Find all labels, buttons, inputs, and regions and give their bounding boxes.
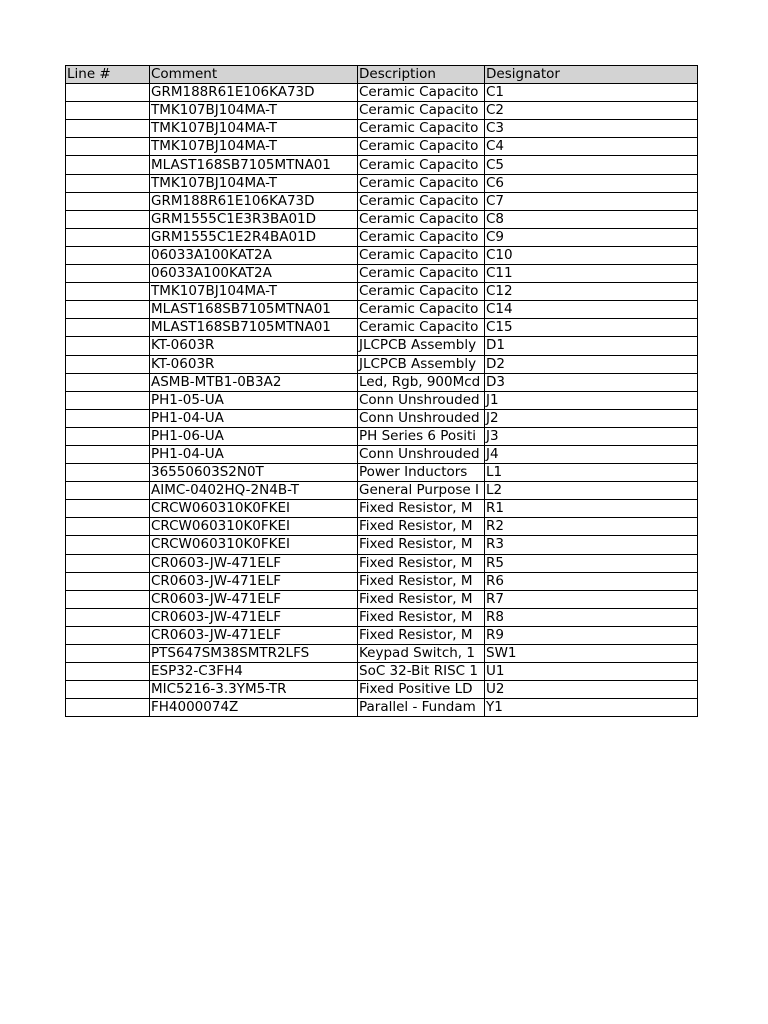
cell-line-number	[66, 102, 150, 120]
cell-designator: R9	[485, 626, 698, 644]
table-row	[66, 373, 698, 391]
cell-line-number	[66, 84, 150, 102]
cell-line-number	[66, 265, 150, 283]
table-row	[66, 590, 698, 608]
cell-description: Keypad Switch, 1	[358, 645, 485, 663]
table-row	[66, 246, 698, 264]
cell-comment: CR0603-JW-471ELF	[150, 590, 358, 608]
table-row	[66, 283, 698, 301]
table-row	[66, 536, 698, 554]
cell-comment: MLAST168SB7105MTNA01	[150, 319, 358, 337]
cell-comment: PH1-04-UA	[150, 409, 358, 427]
cell-comment: TMK107BJ104MA-T	[150, 283, 358, 301]
cell-line-number	[66, 608, 150, 626]
cell-designator: C4	[485, 138, 698, 156]
cell-comment: KT-0603R	[150, 355, 358, 373]
cell-line-number	[66, 572, 150, 590]
cell-description: Ceramic Capacito	[358, 283, 485, 301]
cell-comment: GRM1555C1E2R4BA01D	[150, 228, 358, 246]
cell-line-number	[66, 681, 150, 699]
table-row	[66, 699, 698, 717]
table-row	[66, 645, 698, 663]
cell-comment: MLAST168SB7105MTNA01	[150, 156, 358, 174]
cell-description: PH Series 6 Positi	[358, 427, 485, 445]
cell-line-number	[66, 246, 150, 264]
cell-designator: C12	[485, 283, 698, 301]
cell-line-number	[66, 301, 150, 319]
cell-comment: 06033A100KAT2A	[150, 265, 358, 283]
cell-comment: TMK107BJ104MA-T	[150, 174, 358, 192]
cell-line-number	[66, 210, 150, 228]
cell-line-number	[66, 554, 150, 572]
table-row	[66, 228, 698, 246]
table-row	[66, 265, 698, 283]
cell-description: Fixed Resistor, M	[358, 590, 485, 608]
cell-comment: AIMC-0402HQ-2N4B-T	[150, 482, 358, 500]
cell-line-number	[66, 663, 150, 681]
cell-designator: L2	[485, 482, 698, 500]
cell-designator: C14	[485, 301, 698, 319]
table-row	[66, 663, 698, 681]
header-designator: Designator	[485, 66, 698, 84]
table-row	[66, 482, 698, 500]
table-row	[66, 391, 698, 409]
cell-designator: D1	[485, 337, 698, 355]
cell-description: Fixed Resistor, M	[358, 608, 485, 626]
cell-line-number	[66, 445, 150, 463]
table-row	[66, 554, 698, 572]
cell-comment: PTS647SM38SMTR2LFS	[150, 645, 358, 663]
table-row	[66, 138, 698, 156]
header-row	[66, 66, 698, 84]
cell-description: Ceramic Capacito	[358, 319, 485, 337]
cell-description: Conn Unshrouded	[358, 445, 485, 463]
cell-description: Fixed Positive LD	[358, 681, 485, 699]
cell-comment: PH1-04-UA	[150, 445, 358, 463]
cell-description: Fixed Resistor, M	[358, 536, 485, 554]
cell-designator: R1	[485, 500, 698, 518]
cell-description: Ceramic Capacito	[358, 174, 485, 192]
cell-line-number	[66, 319, 150, 337]
cell-designator: U1	[485, 663, 698, 681]
cell-comment: GRM188R61E106KA73D	[150, 192, 358, 210]
table-row	[66, 464, 698, 482]
cell-line-number	[66, 518, 150, 536]
cell-comment: TMK107BJ104MA-T	[150, 120, 358, 138]
cell-designator: J1	[485, 391, 698, 409]
cell-comment: 06033A100KAT2A	[150, 246, 358, 264]
cell-designator: L1	[485, 464, 698, 482]
table-row	[66, 174, 698, 192]
table-row	[66, 355, 698, 373]
table-row	[66, 445, 698, 463]
cell-designator: R3	[485, 536, 698, 554]
cell-description: Led, Rgb, 900Mcd	[358, 373, 485, 391]
cell-comment: FH4000074Z	[150, 699, 358, 717]
cell-designator: D3	[485, 373, 698, 391]
header-comment: Comment	[150, 66, 358, 84]
cell-description: Ceramic Capacito	[358, 120, 485, 138]
cell-line-number	[66, 174, 150, 192]
cell-line-number	[66, 427, 150, 445]
cell-description: Fixed Resistor, M	[358, 518, 485, 536]
cell-comment: CR0603-JW-471ELF	[150, 608, 358, 626]
table-row	[66, 681, 698, 699]
cell-line-number	[66, 536, 150, 554]
cell-designator: C2	[485, 102, 698, 120]
cell-designator: R6	[485, 572, 698, 590]
table-row	[66, 301, 698, 319]
cell-line-number	[66, 283, 150, 301]
bom-table-body	[66, 84, 698, 717]
cell-comment: CR0603-JW-471ELF	[150, 572, 358, 590]
cell-line-number	[66, 482, 150, 500]
cell-comment: PH1-05-UA	[150, 391, 358, 409]
cell-designator: R5	[485, 554, 698, 572]
cell-line-number	[66, 699, 150, 717]
cell-designator: C1	[485, 84, 698, 102]
cell-comment: TMK107BJ104MA-T	[150, 138, 358, 156]
cell-comment: MIC5216-3.3YM5-TR	[150, 681, 358, 699]
header-description: Description	[358, 66, 485, 84]
cell-designator: R2	[485, 518, 698, 536]
cell-comment: TMK107BJ104MA-T	[150, 102, 358, 120]
cell-comment: PH1-06-UA	[150, 427, 358, 445]
table-row	[66, 572, 698, 590]
table-row	[66, 500, 698, 518]
cell-designator: J4	[485, 445, 698, 463]
cell-line-number	[66, 500, 150, 518]
cell-comment: MLAST168SB7105MTNA01	[150, 301, 358, 319]
table-row	[66, 626, 698, 644]
cell-comment: CRCW060310K0FKEI	[150, 500, 358, 518]
cell-description: Conn Unshrouded	[358, 409, 485, 427]
table-row	[66, 84, 698, 102]
cell-description: JLCPCB Assembly	[358, 337, 485, 355]
cell-designator: C5	[485, 156, 698, 174]
cell-description: Ceramic Capacito	[358, 246, 485, 264]
cell-comment: ESP32-C3FH4	[150, 663, 358, 681]
cell-designator: U2	[485, 681, 698, 699]
table-row	[66, 102, 698, 120]
table-row	[66, 518, 698, 536]
cell-description: Ceramic Capacito	[358, 265, 485, 283]
cell-description: SoC 32-Bit RISC 1	[358, 663, 485, 681]
table-row	[66, 210, 698, 228]
cell-description: Ceramic Capacito	[358, 301, 485, 319]
cell-line-number	[66, 228, 150, 246]
cell-description: Ceramic Capacito	[358, 210, 485, 228]
cell-line-number	[66, 373, 150, 391]
header-line-number: Line #	[66, 66, 150, 84]
cell-description: Ceramic Capacito	[358, 84, 485, 102]
cell-designator: C6	[485, 174, 698, 192]
cell-line-number	[66, 391, 150, 409]
cell-description: Fixed Resistor, M	[358, 500, 485, 518]
cell-line-number	[66, 590, 150, 608]
cell-designator: SW1	[485, 645, 698, 663]
cell-comment: CRCW060310K0FKEI	[150, 536, 358, 554]
table-row	[66, 337, 698, 355]
cell-comment: CR0603-JW-471ELF	[150, 554, 358, 572]
cell-designator: C10	[485, 246, 698, 264]
bom-table-header	[66, 66, 698, 84]
cell-description: JLCPCB Assembly	[358, 355, 485, 373]
cell-comment: CR0603-JW-471ELF	[150, 626, 358, 644]
cell-line-number	[66, 138, 150, 156]
table-row	[66, 192, 698, 210]
bom-table	[65, 65, 698, 717]
cell-designator: J3	[485, 427, 698, 445]
cell-description: Parallel - Fundam	[358, 699, 485, 717]
cell-comment: GRM1555C1E3R3BA01D	[150, 210, 358, 228]
cell-designator: C11	[485, 265, 698, 283]
cell-line-number	[66, 464, 150, 482]
cell-line-number	[66, 120, 150, 138]
cell-line-number	[66, 355, 150, 373]
cell-line-number	[66, 409, 150, 427]
cell-description: Fixed Resistor, M	[358, 554, 485, 572]
cell-description: Ceramic Capacito	[358, 102, 485, 120]
cell-designator: R7	[485, 590, 698, 608]
cell-description: Ceramic Capacito	[358, 192, 485, 210]
table-row	[66, 427, 698, 445]
cell-comment: GRM188R61E106KA73D	[150, 84, 358, 102]
table-row	[66, 319, 698, 337]
cell-description: General Purpose I	[358, 482, 485, 500]
cell-designator: C15	[485, 319, 698, 337]
cell-line-number	[66, 645, 150, 663]
cell-comment: ASMB-MTB1-0B3A2	[150, 373, 358, 391]
cell-comment: CRCW060310K0FKEI	[150, 518, 358, 536]
cell-line-number	[66, 626, 150, 644]
cell-designator: D2	[485, 355, 698, 373]
cell-description: Fixed Resistor, M	[358, 626, 485, 644]
cell-designator: C7	[485, 192, 698, 210]
cell-designator: R8	[485, 608, 698, 626]
cell-line-number	[66, 337, 150, 355]
cell-description: Ceramic Capacito	[358, 228, 485, 246]
cell-description: Fixed Resistor, M	[358, 572, 485, 590]
table-row	[66, 409, 698, 427]
cell-description: Power Inductors	[358, 464, 485, 482]
cell-designator: C8	[485, 210, 698, 228]
cell-line-number	[66, 192, 150, 210]
cell-description: Ceramic Capacito	[358, 138, 485, 156]
table-row	[66, 120, 698, 138]
cell-description: Conn Unshrouded	[358, 391, 485, 409]
cell-designator: C9	[485, 228, 698, 246]
cell-line-number	[66, 156, 150, 174]
cell-designator: C3	[485, 120, 698, 138]
cell-comment: KT-0603R	[150, 337, 358, 355]
table-row	[66, 156, 698, 174]
cell-comment: 36550603S2N0T	[150, 464, 358, 482]
cell-designator: J2	[485, 409, 698, 427]
cell-description: Ceramic Capacito	[358, 156, 485, 174]
table-row	[66, 608, 698, 626]
cell-designator: Y1	[485, 699, 698, 717]
